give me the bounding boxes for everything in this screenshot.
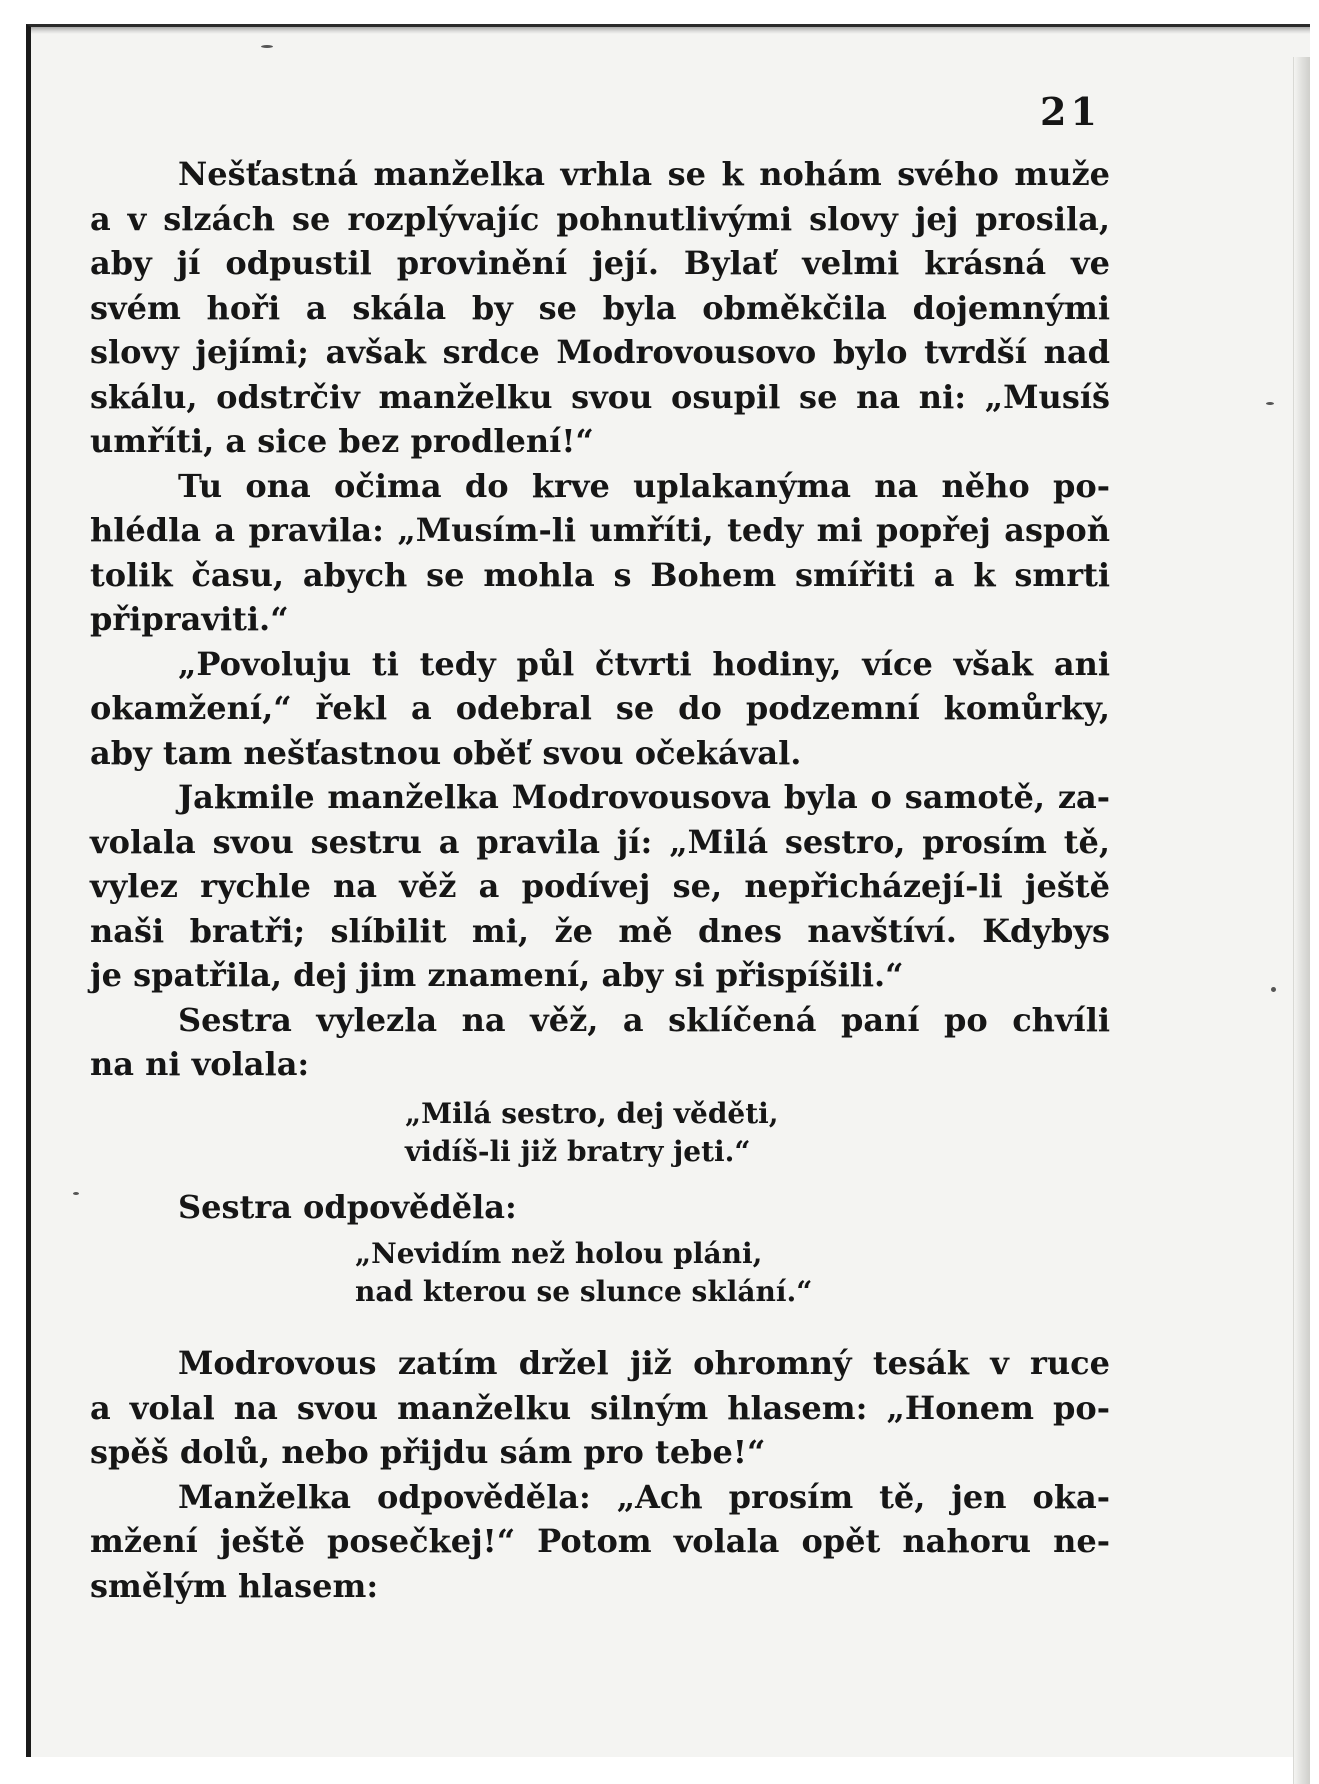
text-line: a volal na svou manželku silným hlasem: „Honem po- <box>90 1388 1110 1427</box>
text-line: a v slzách se rozplývajíc pohnutlivými slovy jej prosila, <box>90 199 1110 238</box>
text-line: okamžení,“ řekl a odebral se do podzemní komůrky, <box>90 689 1110 727</box>
text-line: připraviti.“ <box>90 600 289 638</box>
verse-line: „Nevidím než holou pláni, <box>355 1237 763 1270</box>
text-line: Nešťastná manželka vrhla se k nohám svého muže <box>178 155 1110 193</box>
text-line: na ni volala: <box>90 1045 310 1083</box>
text-line: Sestra vylezla na věž, a sklíčená paní po chvíli <box>178 1000 1110 1039</box>
text-line: volala svou sestru a pravila jí: „Milá sestro, prosím tě, <box>90 822 1110 861</box>
text-line: smělým hlasem: <box>90 1566 379 1605</box>
scan-speck <box>1271 987 1276 992</box>
verse-line: „Milá sestro, dej věděti, <box>405 1096 779 1130</box>
text-line: hlédla a pravila: „Musím-li umříti, tedy mi popřej aspoň <box>90 511 1110 549</box>
scan-speck <box>261 45 273 48</box>
text-line: tolik času, abych se mohla s Bohem smířiti a k smrti <box>90 555 1110 594</box>
text-line: Jakmile manželka Modrovousova byla o samotě, za- <box>178 778 1110 816</box>
text-line: Tu ona očima do krve uplakanýma na něho po- <box>178 466 1110 505</box>
paragraph-2 <box>90 464 1110 642</box>
text-line: svém hoři a skála by se byla obměkčila dojemnými <box>90 288 1110 327</box>
paragraph-8 <box>90 1475 1110 1609</box>
verse-line: nad kterou se slunce sklání.“ <box>355 1275 813 1308</box>
verse-line: vidíš-li již bratry jeti.“ <box>405 1134 751 1168</box>
text-line: aby jí odpustil provinění její. Bylať velmi krásná ve <box>90 244 1110 282</box>
page-spine-shadow <box>1293 57 1310 1784</box>
page-number: 21 <box>1040 89 1101 134</box>
page-body <box>90 152 1110 1608</box>
paragraph-1 <box>90 152 1110 464</box>
text-line: spěš dolů, nebo přijdu sám pro tebe!“ <box>90 1433 766 1471</box>
text-line: Modrovous zatím držel již ohromný tesák v ruce <box>178 1344 1110 1382</box>
scan-left-margin <box>0 0 26 1757</box>
scan-speck <box>1266 402 1274 405</box>
text-line: naši bratři; slíbilit mi, že mě dnes navštíví. Kdybys <box>90 911 1110 950</box>
text-line: slovy jejími; avšak srdce Modrovousovo bylo tvrdší nad <box>90 333 1110 371</box>
text-line: Sestra odpověděla: <box>178 1187 517 1226</box>
text-line: „Povoluju ti tedy půl čtvrti hodiny, více však ani <box>178 644 1110 683</box>
paragraph-3 <box>90 642 1110 776</box>
text-line: aby tam nešťastnou oběť svou očekával. <box>90 733 802 772</box>
paragraph-4 <box>90 775 1110 998</box>
verse-quote-1 <box>405 1095 1110 1171</box>
text-line: skálu, odstrčiv manželku svou osupil se na ni: „Musíš <box>90 377 1110 416</box>
text-line: vylez rychle na věž a podívej se, nepřicházejí-li ještě <box>90 867 1110 905</box>
text-line: mžení ještě posečkej!“ Potom volala opět nahoru ne- <box>90 1522 1110 1560</box>
paragraph-5 <box>90 998 1110 1087</box>
text-line: Manželka odpověděla: „Ach prosím tě, jen oka- <box>178 1477 1110 1516</box>
paragraph-6 <box>90 1185 1110 1230</box>
scan-speck <box>73 1192 79 1195</box>
text-line: umříti, a sice bez prodlení!“ <box>90 422 594 460</box>
text-line: je spatřila, dej jim znamení, aby si přispíšili.“ <box>90 956 904 994</box>
paragraph-7 <box>90 1341 1110 1475</box>
verse-quote-2 <box>355 1235 1110 1311</box>
